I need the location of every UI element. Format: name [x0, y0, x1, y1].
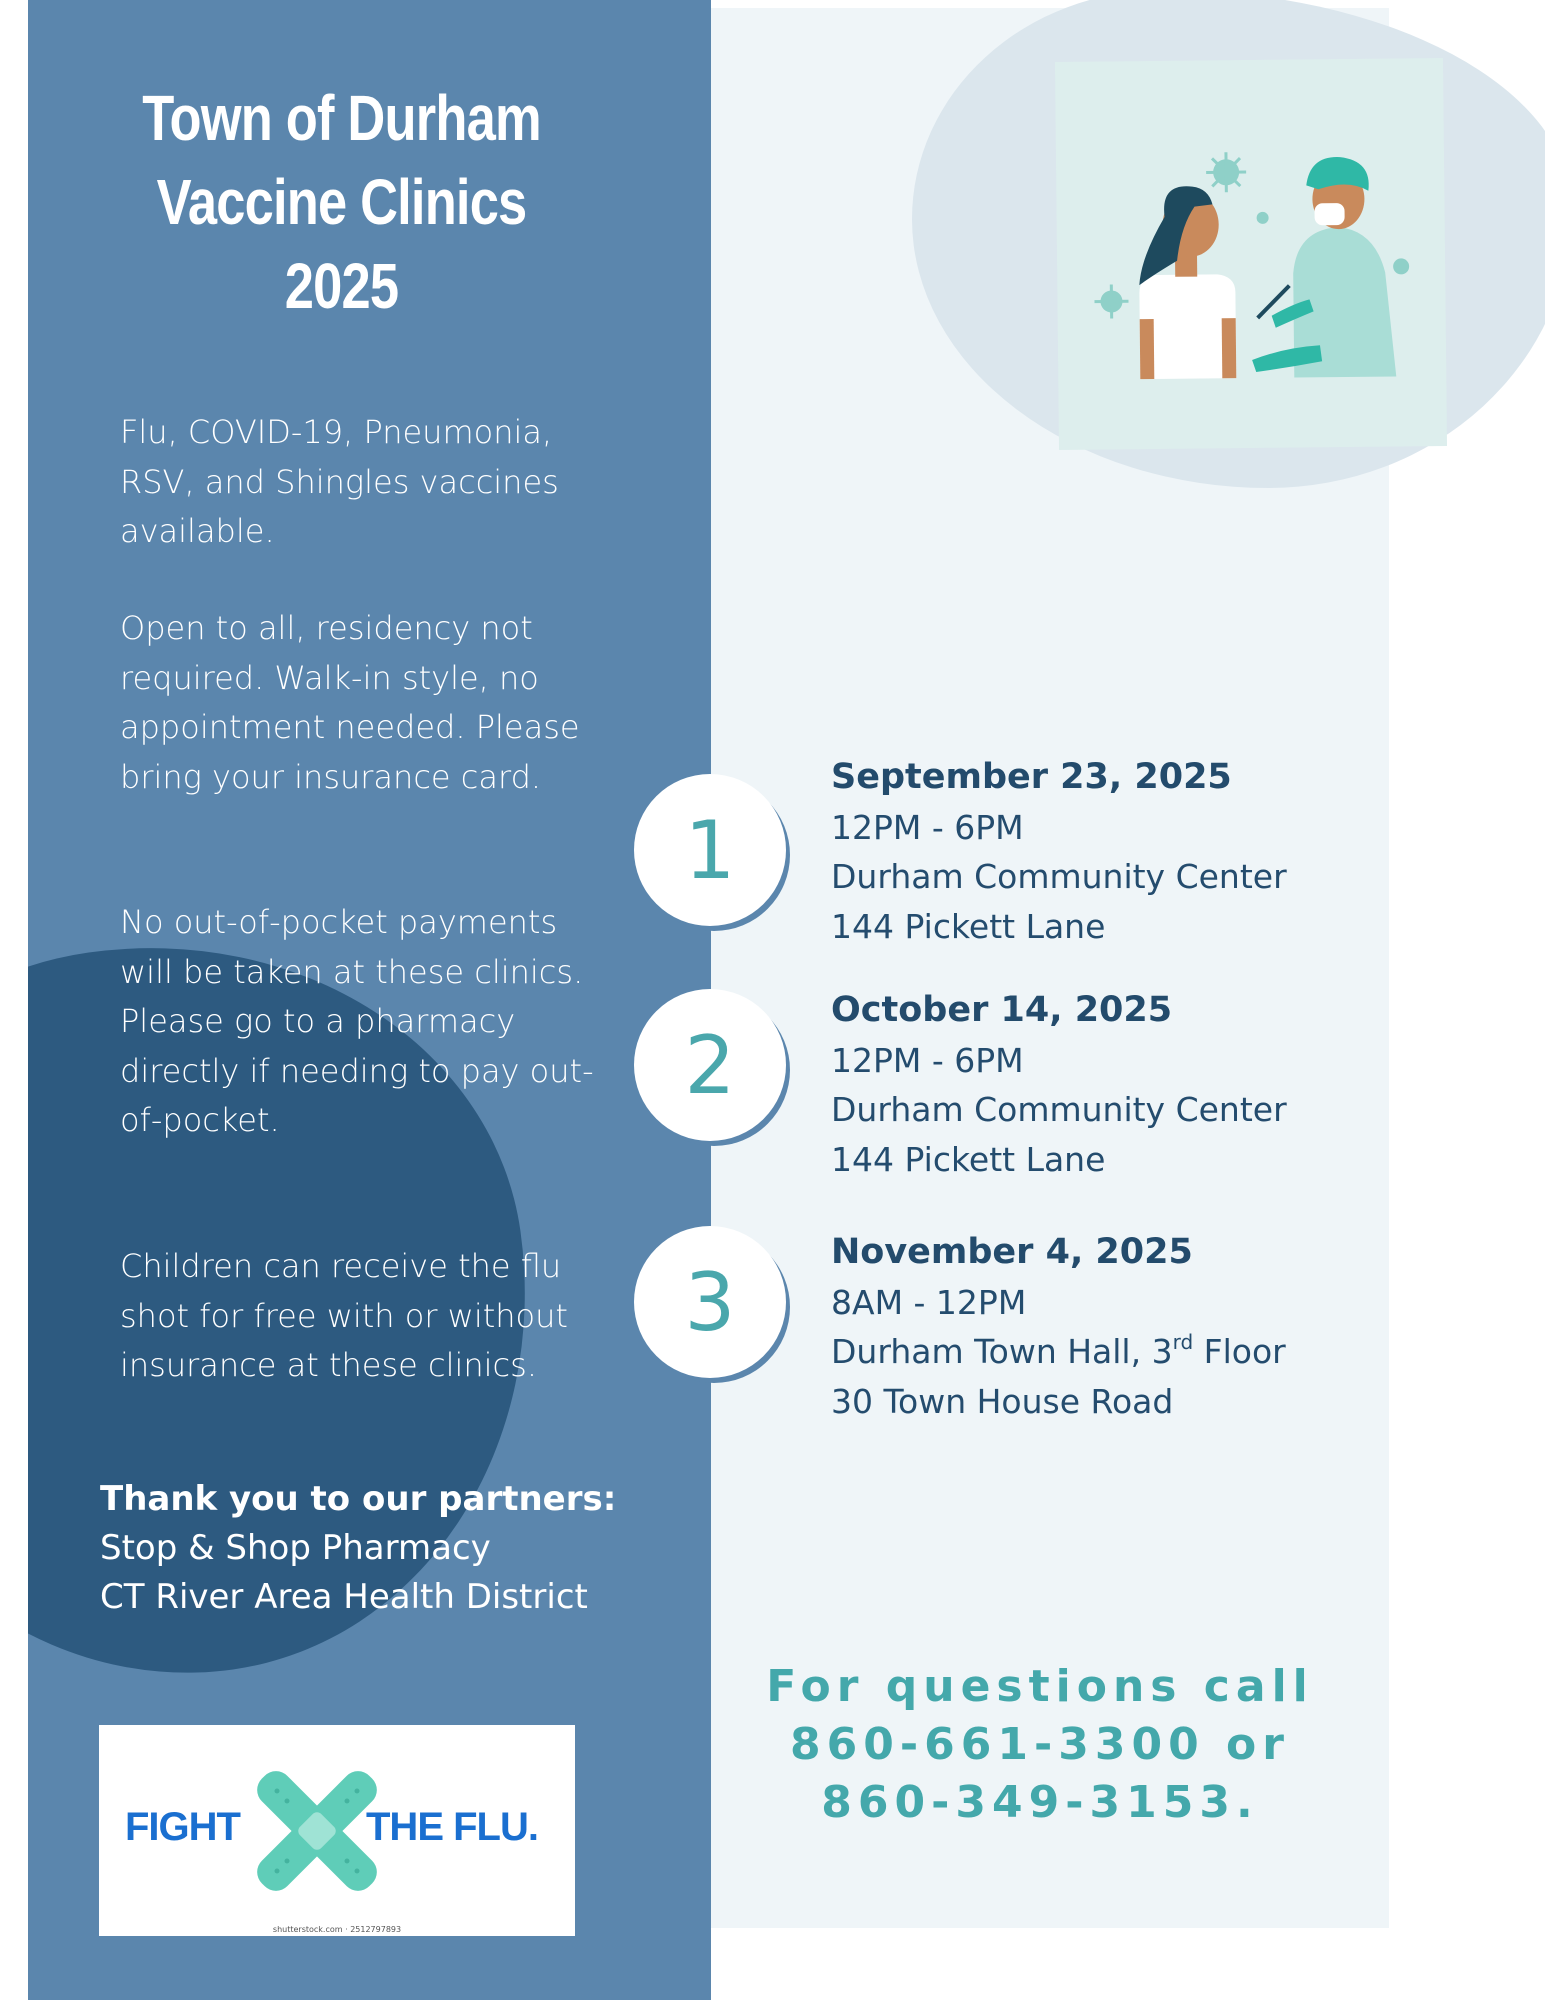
- step-number-1: 1: [634, 774, 786, 926]
- clinic-time: 12PM - 6PM: [831, 807, 1024, 847]
- partners-heading: Thank you to our partners:: [100, 1479, 617, 1519]
- clinic-date: October 14, 2025: [831, 990, 1173, 1030]
- clinic-location-floor: Floor: [1193, 1332, 1286, 1371]
- clinic-location-main: Durham Town Hall, 3: [831, 1332, 1173, 1371]
- contact-info: [760, 1658, 1320, 1832]
- clinic-1: [831, 753, 1391, 951]
- title-line-2: Vaccine Clinics: [156, 166, 527, 238]
- children-paragraph: Children can receive the flu shot for free with or without insurance at these clinics.: [120, 1247, 568, 1384]
- vaccines-paragraph: Flu, COVID-19, Pneumonia, RSV, and Shingles vaccines available.: [120, 413, 559, 550]
- fight-the-flu-logo: [99, 1725, 575, 1936]
- clinic-date: November 4, 2025: [831, 1232, 1193, 1272]
- title-line-3: 2025: [284, 250, 399, 322]
- clinic-address: 30 Town House Road: [831, 1381, 1174, 1421]
- partners-section: [100, 1475, 660, 1622]
- contact-phone-1: 860-661-3300 or: [790, 1719, 1290, 1770]
- step-number-2: 2: [634, 989, 786, 1141]
- clinic-location: [831, 1327, 1391, 1377]
- ordinal-suffix: rd: [1172, 1330, 1194, 1354]
- clinic-3: [831, 1228, 1391, 1426]
- contact-phone-2: 860-349-3153.: [821, 1777, 1259, 1828]
- clinic-time: 12PM - 6PM: [831, 1040, 1024, 1080]
- partner-item: CT River Area Health District: [100, 1577, 588, 1617]
- clinic-address: 144 Pickett Lane: [831, 1139, 1106, 1179]
- open-to-all-paragraph: Open to all, residency not required. Walk-in style, no appointment needed. Please bring your insurance card.: [120, 609, 580, 796]
- clinic-time: 8AM - 12PM: [831, 1282, 1027, 1322]
- nurse-vaccination-illustration: [1055, 58, 1447, 450]
- partner-item: Stop & Shop Pharmacy: [100, 1528, 491, 1568]
- logo-word-right: THE FLU.: [366, 1805, 538, 1849]
- clinic-date: September 23, 2025: [831, 757, 1232, 797]
- logo-credit: shutterstock.com · 2512797893: [272, 1925, 402, 1934]
- logo-word-left: FIGHT: [125, 1805, 240, 1849]
- clinic-location: Durham Community Center: [831, 1090, 1287, 1129]
- step-number-3: 3: [634, 1226, 786, 1378]
- clinic-location: Durham Community Center: [831, 857, 1287, 896]
- payments-paragraph: No out-of-pocket payments will be taken at these clinics. Please go to a pharmacy directly if needing to pay out-of-pocket.: [120, 903, 594, 1139]
- page-title: [61, 76, 621, 328]
- clinic-address: 144 Pickett Lane: [831, 906, 1106, 946]
- contact-line-1: For questions call: [766, 1661, 1314, 1712]
- title-line-1: Town of Durham: [142, 82, 541, 154]
- clinic-2: [831, 986, 1391, 1184]
